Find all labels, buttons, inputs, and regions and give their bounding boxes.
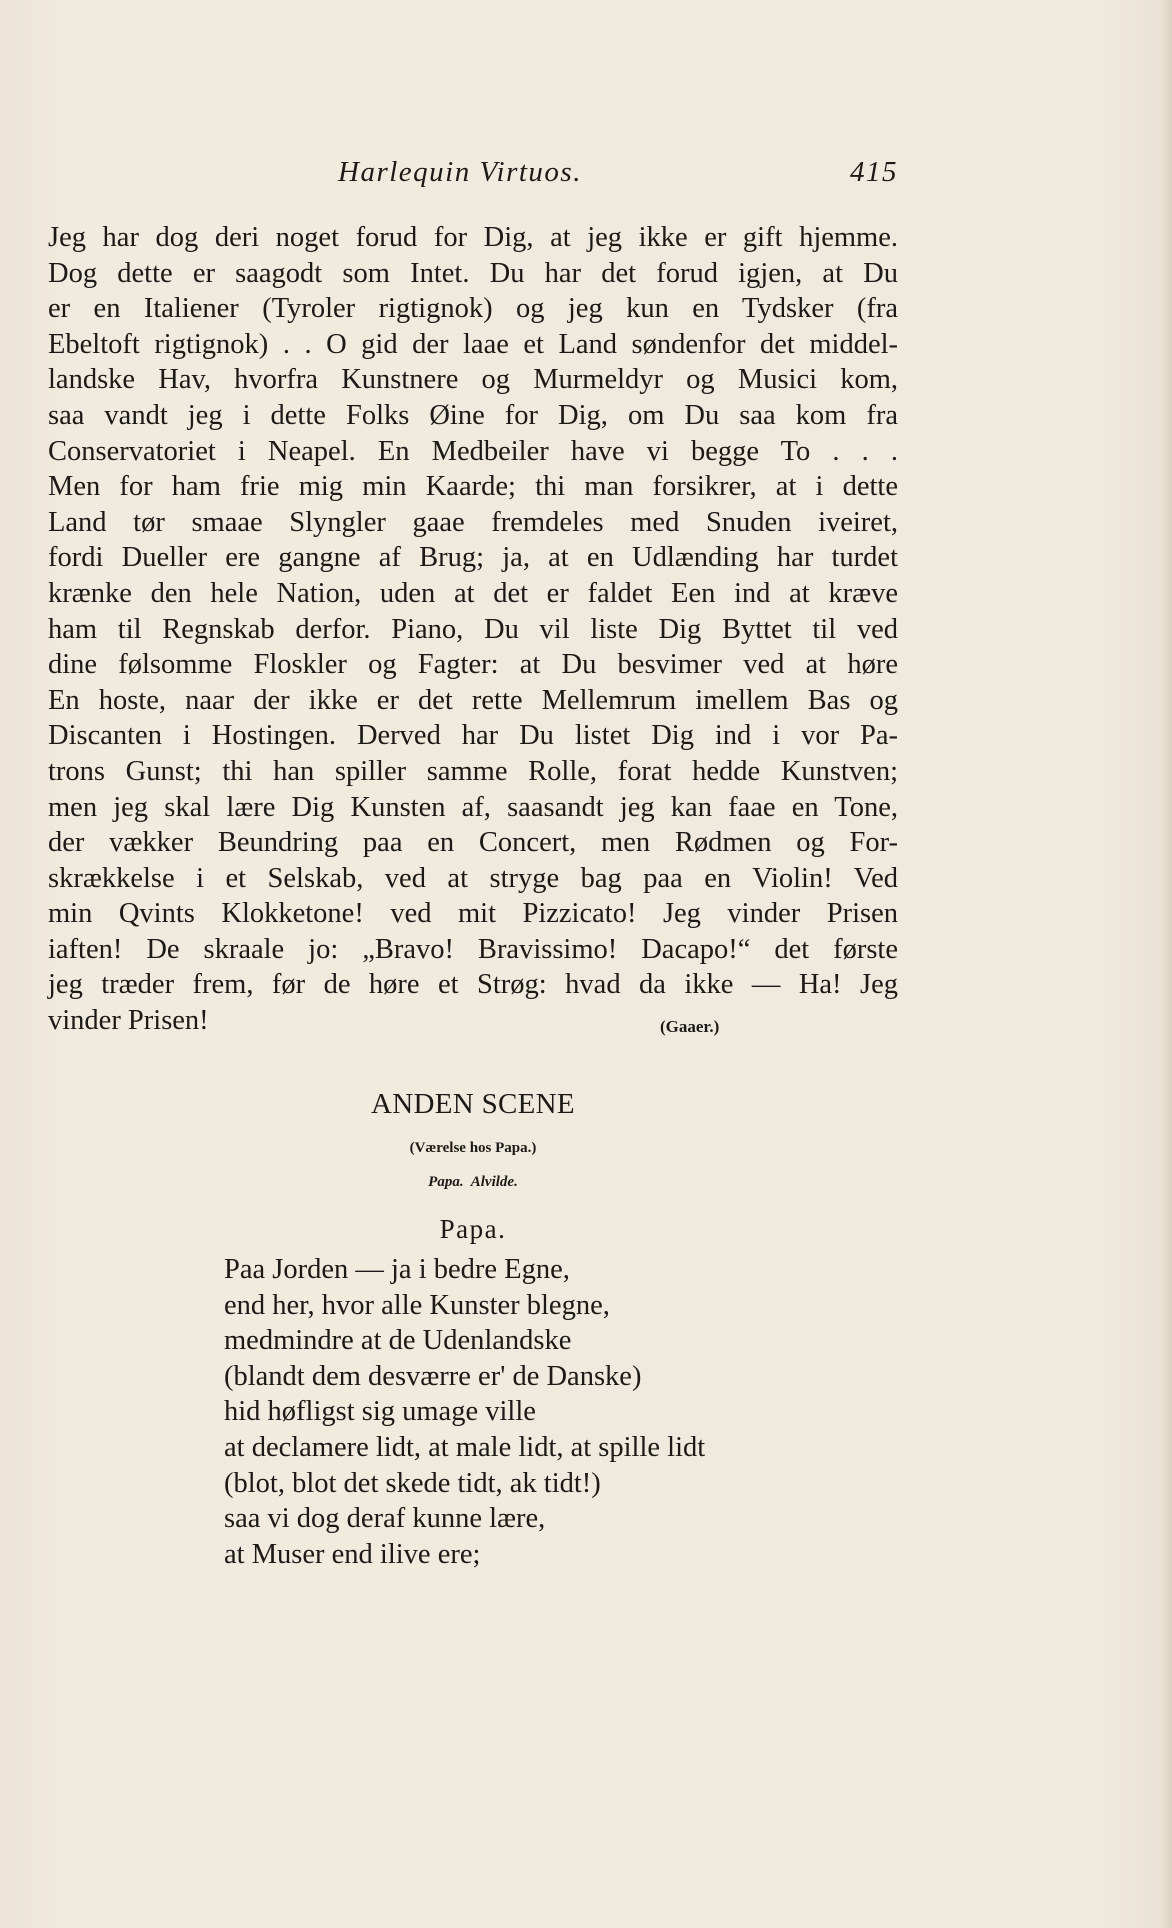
prose-line: Discanten i Hostingen. Derved har Du listet Dig ind i vor Pa- bbox=[48, 720, 898, 752]
scene-characters: Papa. Alvilde. bbox=[428, 1174, 518, 1190]
page-edge-shadow bbox=[1162, 0, 1172, 1928]
prose-line: er en Italiener (Tyroler rigtignok) og jeg kun en Tydsker (fra bbox=[48, 293, 898, 325]
verse-line: (blot, blot det skede tidt, ak tidt!) bbox=[224, 1467, 601, 1499]
verse-line: Paa Jorden — ja i bedre Egne, bbox=[224, 1254, 570, 1285]
prose-line: trons Gunst; thi han spiller samme Rolle, forat hedde Kunstven; bbox=[48, 755, 898, 787]
prose-line: jeg træder frem, før de høre et Strøg: hvad da ikke — Ha! Jeg bbox=[48, 969, 898, 1001]
prose-line: Jeg har dog deri noget forud for Dig, at jeg ikke er gift hjemme. bbox=[48, 222, 898, 253]
verse-line: medmindre at de Udenlandske bbox=[224, 1325, 572, 1357]
prose-line: der vækker Beundring paa en Concert, men Rødmen og For- bbox=[48, 827, 898, 859]
prose-line: En hoste, naar der ikke er det rette Mellemrum imellem Bas og bbox=[48, 684, 898, 716]
prose-line: landske Hav, hvorfra Kunstnere og Murmeldyr og Musici kom, bbox=[48, 364, 898, 396]
prose-line: min Qvints Klokketone! ved mit Pizzicato! Jeg vinder Prisen bbox=[48, 898, 898, 930]
verse-line: end her, hvor alle Kunster blegne, bbox=[224, 1289, 610, 1321]
prose-line: ham til Regnskab derfor. Piano, Du vil liste Dig Byttet til ved bbox=[48, 613, 898, 645]
scene-setting: (Værelse hos Papa.) bbox=[409, 1140, 537, 1156]
prose-line: saa vandt jeg i dette Folks Øine for Dig, om Du saa kom fra bbox=[48, 399, 898, 431]
verse-line: hid høfligst sig umage ville bbox=[224, 1396, 536, 1428]
prose-line: skrækkelse i et Selskab, ved at stryge bag paa en Violin! Ved bbox=[48, 862, 898, 894]
verse-line: at declamere lidt, at male lidt, at spille lidt bbox=[224, 1431, 706, 1463]
speaker-name: Papa. bbox=[439, 1214, 507, 1244]
prose-line: iaften! De skraale jo: „Bravo! Bravissimo! Dacapo!“ det første bbox=[48, 933, 898, 965]
verse-line: at Muser end ilive ere; bbox=[224, 1538, 481, 1570]
prose-line: men jeg skal lære Dig Kunsten af, saasandt jeg kan faae en Tone, bbox=[48, 791, 898, 823]
prose-line: fordi Dueller ere gangne af Brug; ja, at en Udlænding har turdet bbox=[48, 542, 898, 574]
running-head-title: Harlequin Virtuos. bbox=[338, 156, 582, 188]
verse-block bbox=[224, 1252, 864, 1572]
prose-line: Land tør smaae Slyngler gaae fremdeles med Snuden iveiret, bbox=[48, 506, 898, 538]
prose-line: Dog dette er saagodt som Intet. Du har det forud igjen, at Du bbox=[48, 257, 898, 289]
stage-direction-exit: (Gaaer.) bbox=[660, 1017, 720, 1037]
scene-heading: ANDEN SCENE bbox=[371, 1088, 575, 1120]
prose-line: Ebeltoft rigtignok) . . O gid der laae et Land søndenfor det middel- bbox=[48, 328, 898, 360]
prose-paragraph bbox=[48, 220, 898, 1039]
prose-last-line bbox=[48, 1003, 898, 1039]
verse-line: saa vi dog deraf kunne lære, bbox=[224, 1503, 546, 1535]
verse-line: (blandt dem desværre er' de Danske) bbox=[224, 1360, 642, 1392]
prose-line: krænke den hele Nation, uden at det er faldet Een ind at kræve bbox=[48, 577, 898, 609]
prose-line: dine følsomme Floskler og Fagter: at Du besvimer ved at høre bbox=[48, 649, 898, 681]
page-number: 415 bbox=[850, 156, 898, 188]
prose-line: Men for ham frie mig min Kaarde; thi man forsikrer, at i dette bbox=[48, 471, 898, 503]
prose-line: Conservatoriet i Neapel. En Medbeiler have vi begge To . . . bbox=[48, 435, 898, 467]
running-head bbox=[48, 152, 898, 196]
prose-last-line-text: vinder Prisen! bbox=[48, 1005, 209, 1037]
